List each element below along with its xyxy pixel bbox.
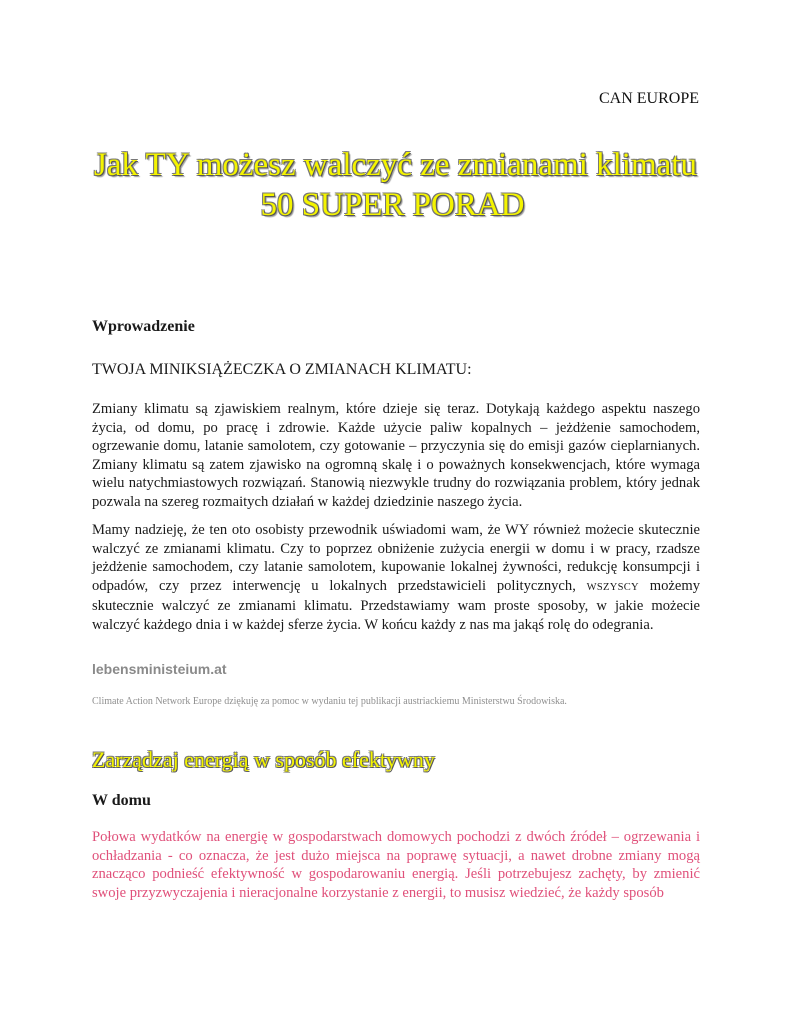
section-subheading: W domu: [92, 792, 151, 809]
intro-heading: Wprowadzenie: [92, 318, 195, 335]
section-paragraph: Połowa wydatków na energię w gospodarstwach domowych pochodzi z dwóch źródeł – ogrzewania i ochładzania - co oznacza, że jest dużo miejsca na poprawę sytuacji, a nawet drobne zmiany mogą znacząco podnieść efektywność w gospodarowaniu energią. Jeśli potrzebujesz zachęty, by zmienić swoje przyzwyczajenia i nieracjonalne korzystanie z energii, to musisz wiedzieć, że każdy sposób: [92, 829, 700, 901]
intro-paragraph-2-smallcaps: WSZYSCY: [586, 581, 639, 593]
title-line-2: 50 SUPER PORAD: [260, 187, 525, 223]
website-credit: lebensministeium.at: [92, 661, 227, 677]
thanks-note: Climate Action Network Europe dziękuję za pomoc w wydaniu tej publikacji austriackiemu Ministerstwu Środowiska.: [92, 696, 567, 707]
intro-paragraph-1: Zmiany klimatu są zjawiskiem realnym, które dzieje się teraz. Dotykają każdego aspektu naszego życia, od domu, po pracę i zdrowie. Każde użycie paliw kopalnych – jeżdżenie samochodem, ogrzewanie domu, latanie samolotem, czy gotowanie – przyczynia się do emisji gazów cieplarnianych. Zmiany klimatu są zatem zjawisko na ogromną skalę i o poważnych konsekwencjach, które wymaga wielu natychmiastowych rozwiązań. Stanowią niezwykle trudny do rozwiązania problem, który jednak pozwala na szereg rozmaitych działań w każdej dziedzinie naszego życia.: [92, 401, 700, 510]
intro-paragraph-2-part-1: Mamy nadzieję, że ten oto osobisty przewodnik uświadomi wam, że WY również możecie skutecznie walczyć ze zmianami klimatu. Czy to poprzez obniżenie zużycia energii w domu i w pracy, rzadsze jeżdżenie samochodem, czy latanie samolotem, kupowanie lokalnej żywności, redukcję konsumpcji i odpadów, czy przez interwencję u lokalnych przedstawicieli politycznych,: [92, 522, 700, 594]
document-title: [0, 145, 791, 225]
section-title: Zarządzaj energią w sposób efektywny: [92, 747, 435, 772]
intro-subtitle: TWOJA MINIKSIĄŻECZKA O ZMIANACH KLIMATU:: [92, 361, 472, 378]
organization-name: CAN EUROPE: [598, 90, 699, 107]
title-line-1: Jak TY możesz walczyć ze zmianami klimatu: [94, 147, 697, 183]
intro-paragraph-2-part-2: możemy skutecznie walczyć ze zmianami klimatu. Przedstawiamy wam proste sposoby, w jakie możecie walczyć każdego dnia i w każdej sferze życia. W końcu każdy z nas ma jakąś rolę do odegrania.: [92, 577, 700, 633]
intro-paragraph-2: [92, 521, 700, 634]
